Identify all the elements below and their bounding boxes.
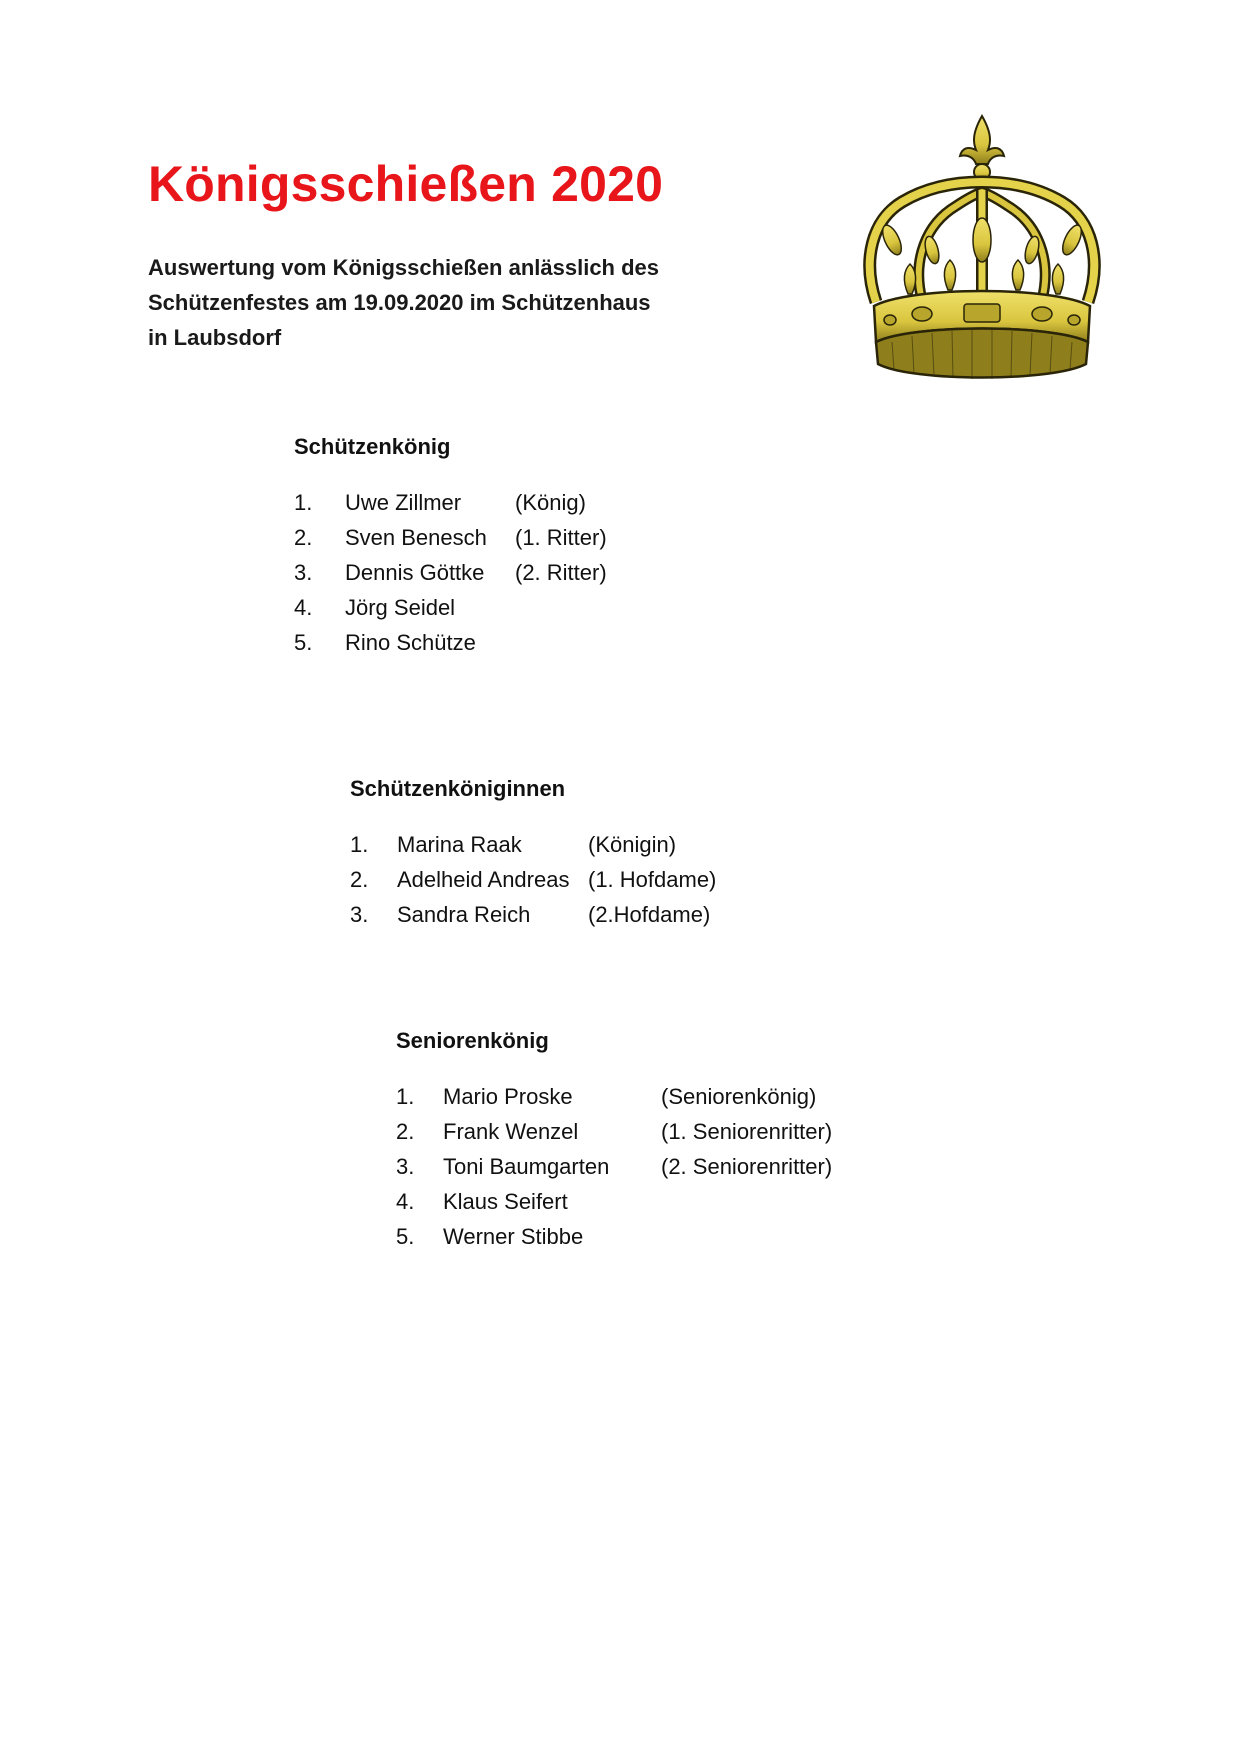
rank-number: 5. bbox=[396, 1224, 415, 1249]
participant-title: (2. Ritter) bbox=[515, 560, 607, 585]
list-item bbox=[294, 555, 607, 590]
participant-name: Frank Wenzel bbox=[443, 1119, 579, 1144]
list-item bbox=[396, 1219, 584, 1254]
ranking-list bbox=[294, 485, 607, 660]
section-heading: Seniorenkönig bbox=[396, 1028, 549, 1053]
rank-number: 1. bbox=[396, 1084, 415, 1109]
crown-icon bbox=[852, 110, 1112, 390]
participant-name: Jörg Seidel bbox=[345, 595, 456, 620]
rank-number: 1. bbox=[294, 490, 313, 515]
participant-title: (1. Hofdame) bbox=[588, 867, 717, 892]
participant-name: Klaus Seifert bbox=[443, 1189, 568, 1214]
list-item bbox=[396, 1184, 568, 1219]
event-description bbox=[148, 250, 708, 355]
list-item bbox=[294, 520, 607, 555]
list-item bbox=[396, 1114, 833, 1149]
list-item bbox=[350, 897, 711, 932]
participant-title: (2.Hofdame) bbox=[588, 902, 711, 927]
participant-name: Uwe Zillmer bbox=[345, 490, 462, 515]
list-item bbox=[350, 862, 717, 897]
rank-number: 3. bbox=[396, 1154, 415, 1179]
participant-title: (König) bbox=[515, 490, 586, 515]
participant-name: Sven Benesch bbox=[345, 525, 487, 550]
description-line: Schützenfestes am 19.09.2020 im Schützenhaus bbox=[148, 290, 651, 315]
participant-name: Marina Raak bbox=[397, 832, 522, 857]
rank-number: 3. bbox=[294, 560, 313, 585]
section-seniorenkoenig bbox=[396, 1025, 833, 1254]
description-line: in Laubsdorf bbox=[148, 325, 282, 350]
participant-name: Adelheid Andreas bbox=[397, 867, 570, 892]
participant-name: Rino Schütze bbox=[345, 630, 476, 655]
list-item bbox=[396, 1079, 817, 1114]
list-item bbox=[294, 625, 476, 660]
participant-name: Toni Baumgarten bbox=[443, 1154, 610, 1179]
rank-number: 5. bbox=[294, 630, 313, 655]
rank-number: 4. bbox=[294, 595, 313, 620]
rank-number: 2. bbox=[350, 867, 369, 892]
participant-title: (1. Ritter) bbox=[515, 525, 607, 550]
list-item bbox=[294, 485, 586, 520]
participant-title: (1. Seniorenritter) bbox=[661, 1119, 833, 1144]
participant-name: Mario Proske bbox=[443, 1084, 573, 1109]
list-item bbox=[294, 590, 456, 625]
section-heading: Schützenkönig bbox=[294, 434, 451, 459]
participant-name: Dennis Göttke bbox=[345, 560, 485, 585]
page-title: Königsschießen 2020 bbox=[148, 156, 664, 212]
participant-name: Sandra Reich bbox=[397, 902, 531, 927]
participant-title: (Königin) bbox=[588, 832, 677, 857]
rank-number: 4. bbox=[396, 1189, 415, 1214]
rank-number: 2. bbox=[396, 1119, 415, 1144]
section-schuetzenkoeniginnen bbox=[350, 773, 717, 932]
description-line: Auswertung vom Königsschießen anlässlich des bbox=[148, 255, 660, 280]
participant-name: Werner Stibbe bbox=[443, 1224, 584, 1249]
rank-number: 2. bbox=[294, 525, 313, 550]
ranking-list bbox=[396, 1079, 833, 1254]
section-schuetzenkoenig bbox=[294, 431, 607, 660]
participant-title: (Seniorenkönig) bbox=[661, 1084, 817, 1109]
list-item bbox=[396, 1149, 833, 1184]
participant-title: (2. Seniorenritter) bbox=[661, 1154, 833, 1179]
list-item bbox=[350, 827, 677, 862]
section-heading: Schützenköniginnen bbox=[350, 776, 566, 801]
ranking-list bbox=[350, 827, 717, 932]
rank-number: 3. bbox=[350, 902, 369, 927]
rank-number: 1. bbox=[350, 832, 369, 857]
